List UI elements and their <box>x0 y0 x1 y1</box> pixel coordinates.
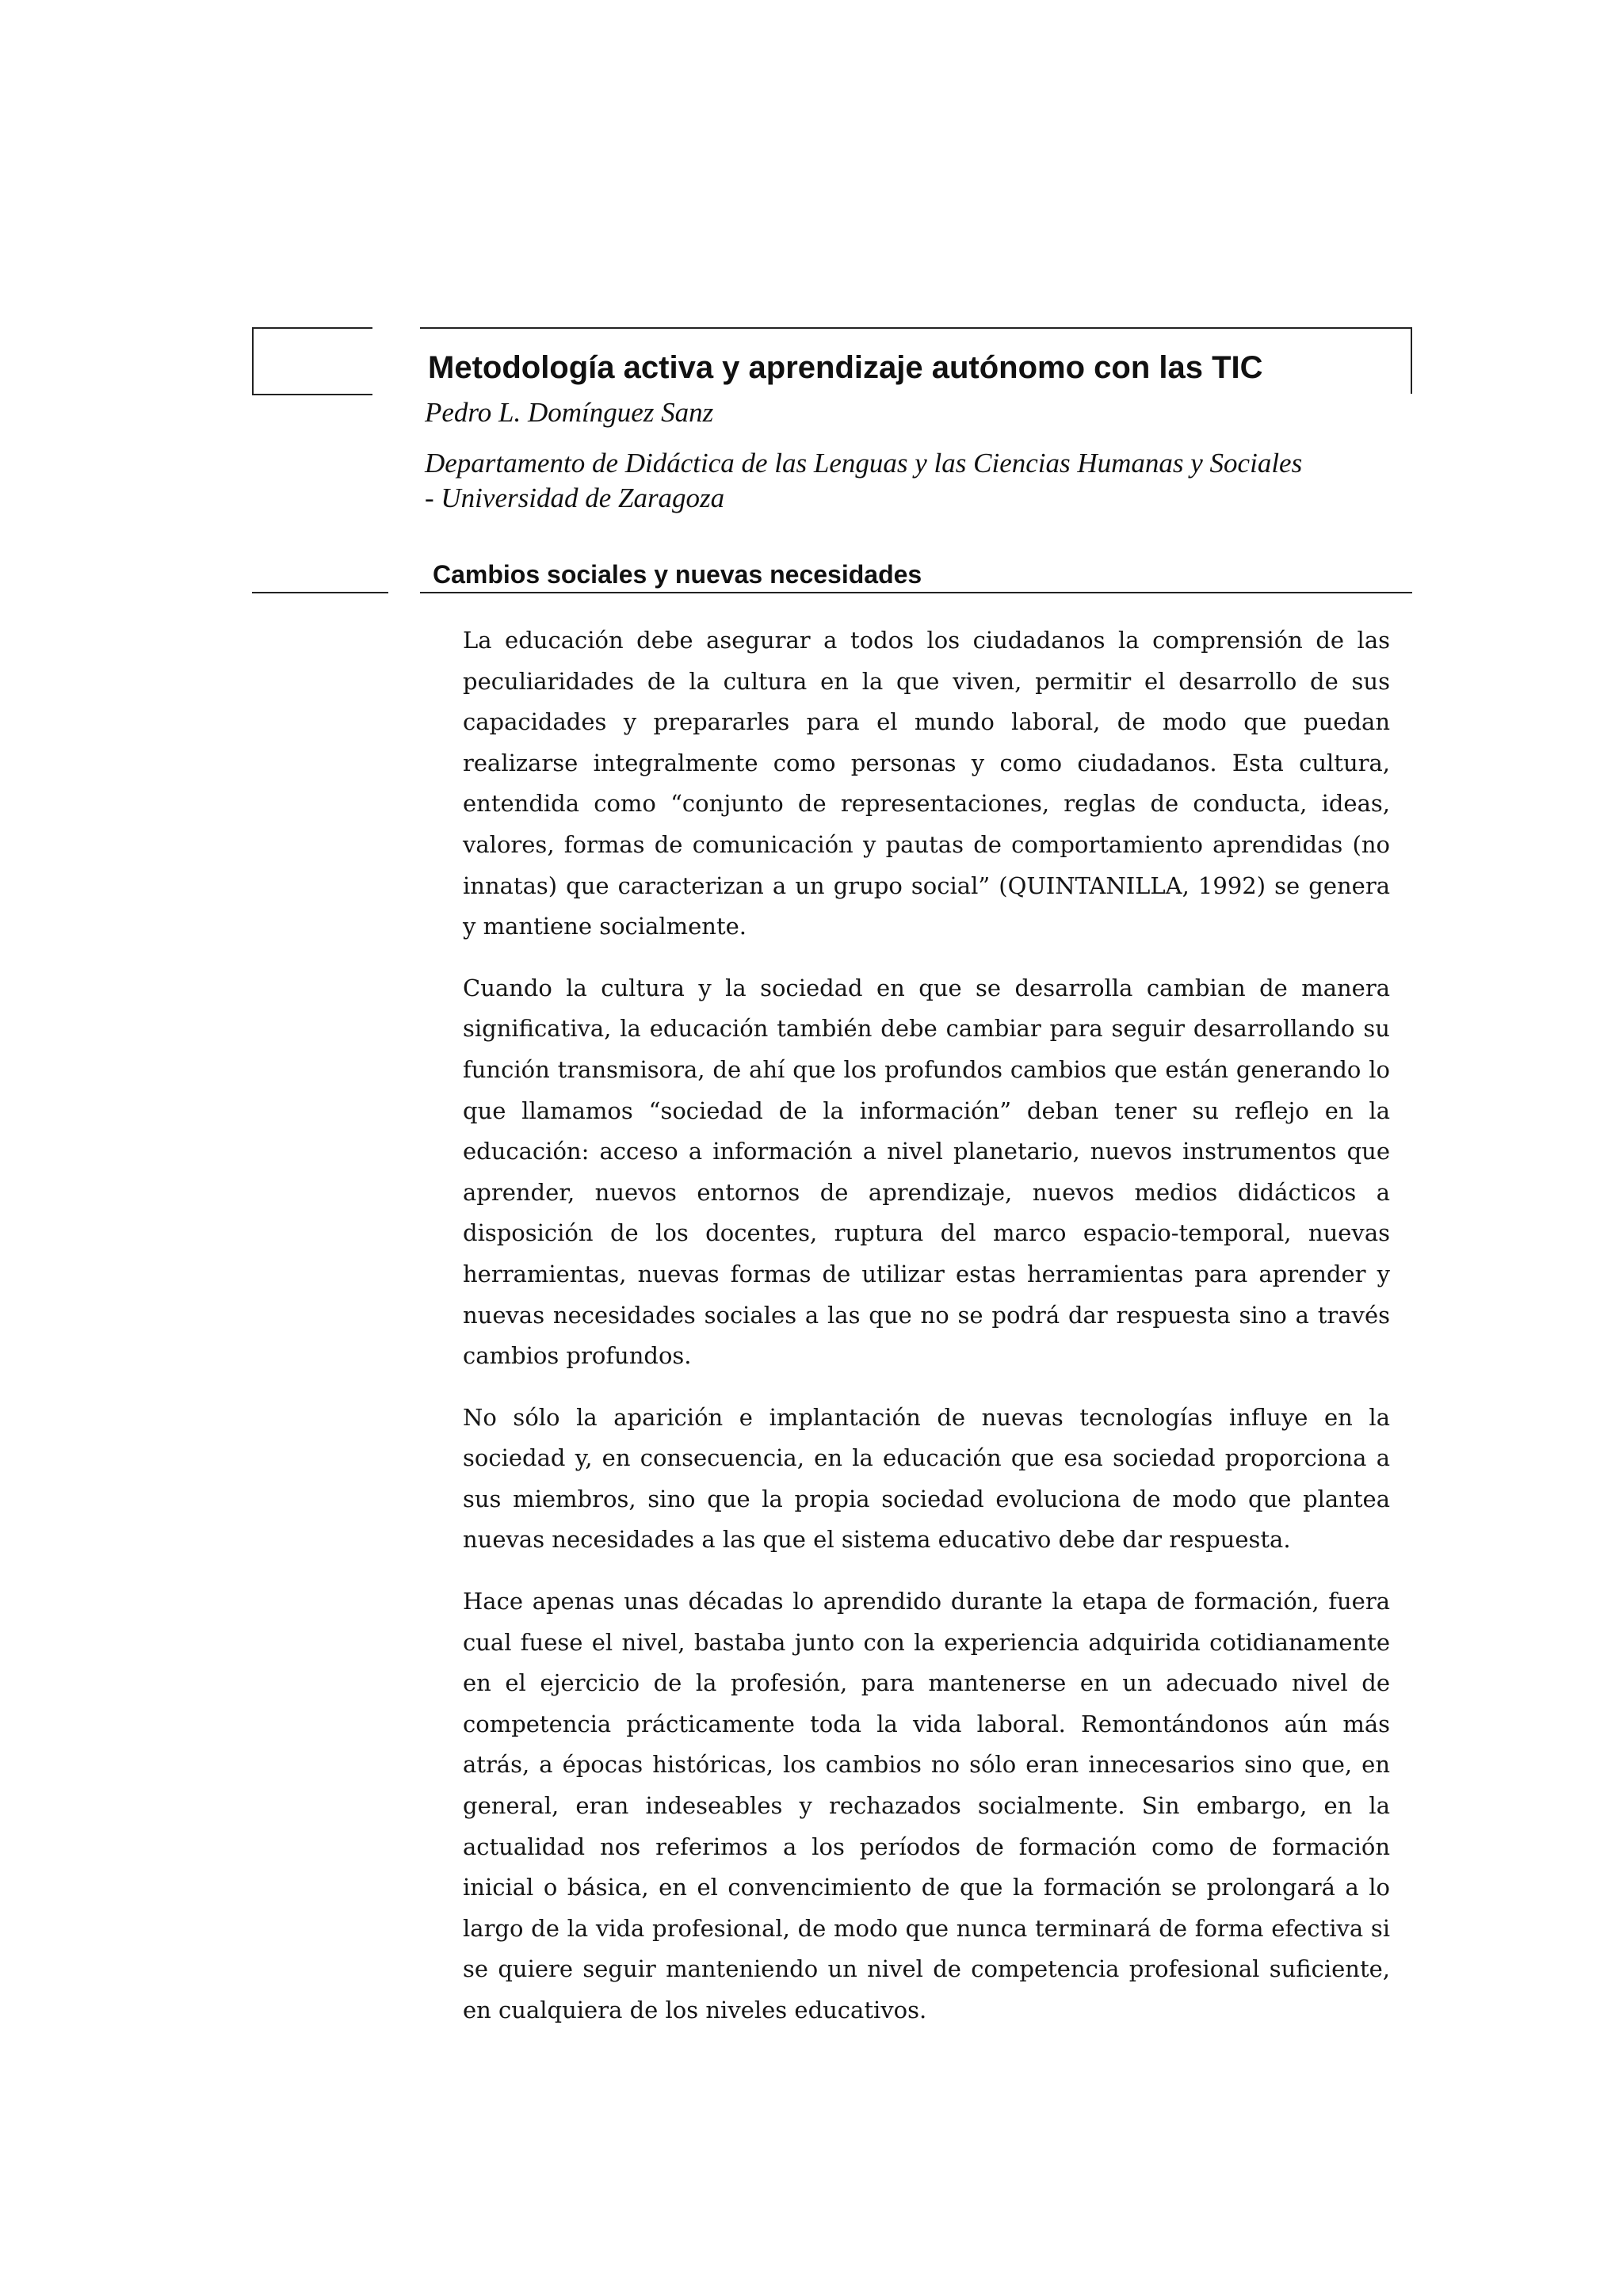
paragraph: Cuando la cultura y la sociedad en que se desarrolla cambian de manera significativa, la educación también debe cambiar para seguir desarrollando su función transmisora, de ahí que los profundos cambios que están generando lo que llamamos “sociedad de la información” deban tener su reflejo en la educación: acceso a información a nivel planetario, nuevos instrumentos que aprender, nuevos entornos de aprendizaje, nuevos medios didácticos a disposición de los docentes, ruptura del marco espacio-temporal, nuevas herramientas, nuevas formas de utilizar estas herramientas para aprender y nuevas necesidades sociales a las que no se podrá dar respuesta sino a través cambios profundos. <box>463 974 1390 1370</box>
author-name: Pedro L. Domínguez Sanz <box>425 397 714 428</box>
paper-title: Metodología activa y aprendizaje autónomo con las TIC <box>428 350 1263 385</box>
affiliation-line-1: Departamento de Didáctica de las Lenguas y las Ciencias Humanas y Sociales <box>425 448 1303 479</box>
paragraph: La educación debe asegurar a todos los ciudadanos la comprensión de las peculiaridades de la cultura en la que viven, permitir el desarrollo de sus capacidades y prepararles para el mundo laboral, de modo que puedan realizarse integralmente como personas y como ciudadanos. Esta cultura, entendida como “conjunto de representaciones, reglas de conducta, ideas, valores, formas de comunicación y pautas de comportamiento aprendidas (no innatas) que caracterizan a un grupo social” (QUINTANILLA, 1992) se genera y mantiene socialmente. <box>463 627 1390 940</box>
section-heading: Cambios sociales y nuevas necesidades <box>433 560 922 589</box>
section-body <box>463 620 1390 2052</box>
paragraph: Hace apenas unas décadas lo aprendido durante la etapa de formación, fuera cual fuese el nivel, bastaba junto con la experiencia adquirida cotidianamente en el ejercicio de la profesión, para mantenerse en un adecuado nivel de competencia prácticamente toda la vida laboral. Remontándonos aún más atrás, a épocas históricas, los cambios no sólo eran innecesarios sino que, en general, eran indeseables y rechazados socialmente. Sin embargo, en la actualidad nos referimos a los períodos de formación como de formación inicial o básica, en el convencimiento de que la formación se prolongará a lo largo de la vida profesional, de modo que nunca terminará de forma efectiva si se quiere seguir manteniendo un nivel de competencia profesional suficiente, en cualquiera de los niveles educativos. <box>463 1588 1390 2023</box>
author-affiliation <box>425 446 1407 516</box>
header-left-box <box>252 327 372 395</box>
affiliation-line-2: - Universidad de Zaragoza <box>425 482 725 513</box>
paragraph: No sólo la aparición e implantación de nuevas tecnologías influye en la sociedad y, en consecuencia, en la educación que esa sociedad proporciona a sus miembros, sino que la propia sociedad evoluciona de modo que plantea nuevas necesidades a las que el sistema educativo debe dar respuesta. <box>463 1403 1390 1554</box>
section-left-rule <box>252 592 388 593</box>
section-rule <box>420 592 1412 593</box>
